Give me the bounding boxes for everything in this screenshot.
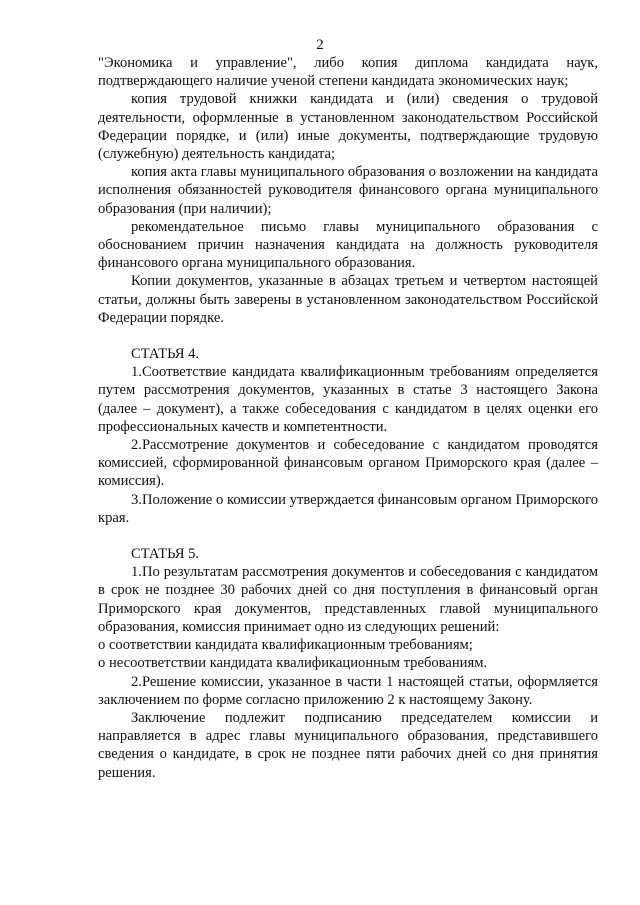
paragraph-work-record: копия трудовой книжки кандидата и (или) сведения о трудовой деятельности, оформленные в установленном законодательством Российской Федерации порядке, и (или) иные документы, подтверждающие трудовую (служебную) деятельность кандидата; — [98, 91, 598, 163]
paragraph-diploma-continuation: "Экономика и управление", либо копия диплома кандидата наук, подтверждающего наличие ученой степени кандидата экономических наук; — [98, 55, 598, 90]
article-4-part-1: 1.Соответствие кандидата квалификационным требованиям определяется путем рассмотрения документов, указанных в статье 3 настоящего Закона (далее – документ), а также собеседования с кандидатом в целях оценки его профессиональных качеств и компетентности. — [98, 364, 598, 435]
paragraph-certified-copies: Копии документов, указанные в абзацах третьем и четвертом настоящей статьи, должны быть заверены в установленном законодательством Российской Федерации порядке. — [98, 273, 598, 326]
article-5-decision-compliant: о соответствии кандидата квалификационным требованиям; — [98, 637, 473, 654]
article-4-part-2: 2.Рассмотрение документов и собеседование с кандидатом проводятся комиссией, сформированной финансовым органом Приморского края (далее – комиссия). — [98, 437, 598, 490]
paragraph-duties-act: копия акта главы муниципального образования о возложении на кандидата исполнения обязанностей руководителя финансового органа муниципального образования (при наличии); — [98, 164, 598, 217]
article-5-part-1: 1.По результатам рассмотрения документов и собеседования с кандидатом в срок не позднее 30 рабочих дней со дня поступления в финансовый орган Приморского края документов, представленных главой муниципального образования, комиссия принимает одно из следующих решений: — [98, 564, 598, 635]
article-4-part-3: 3.Положение о комиссии утверждается финансовым органом Приморского края. — [98, 491, 598, 526]
article-5-heading: СТАТЬЯ 5. — [131, 546, 200, 563]
article-4-heading: СТАТЬЯ 4. — [131, 346, 200, 363]
article-5-conclusion: Заключение подлежит подписанию председателем комиссии и направляется в адрес главы муниципального образования, представившего сведения о кандидате, в срок не позднее пяти рабочих дней со дня принятия решения. — [98, 709, 598, 781]
article-5-part-2: 2.Решение комиссии, указанное в части 1 настоящей статьи, оформляется заключением по форме согласно приложению 2 к настоящему Закону. — [98, 673, 598, 708]
page-number: 2 — [316, 37, 324, 53]
document-body — [98, 54, 598, 782]
article-5-decision-noncompliant: о несоответствии кандидата квалификационным требованиям. — [98, 655, 488, 672]
paragraph-recommendation-letter: рекомендательное письмо главы муниципального образования с обоснованием причин назначения кандидата на должность руководителя финансового органа муниципального образования. — [98, 218, 598, 272]
